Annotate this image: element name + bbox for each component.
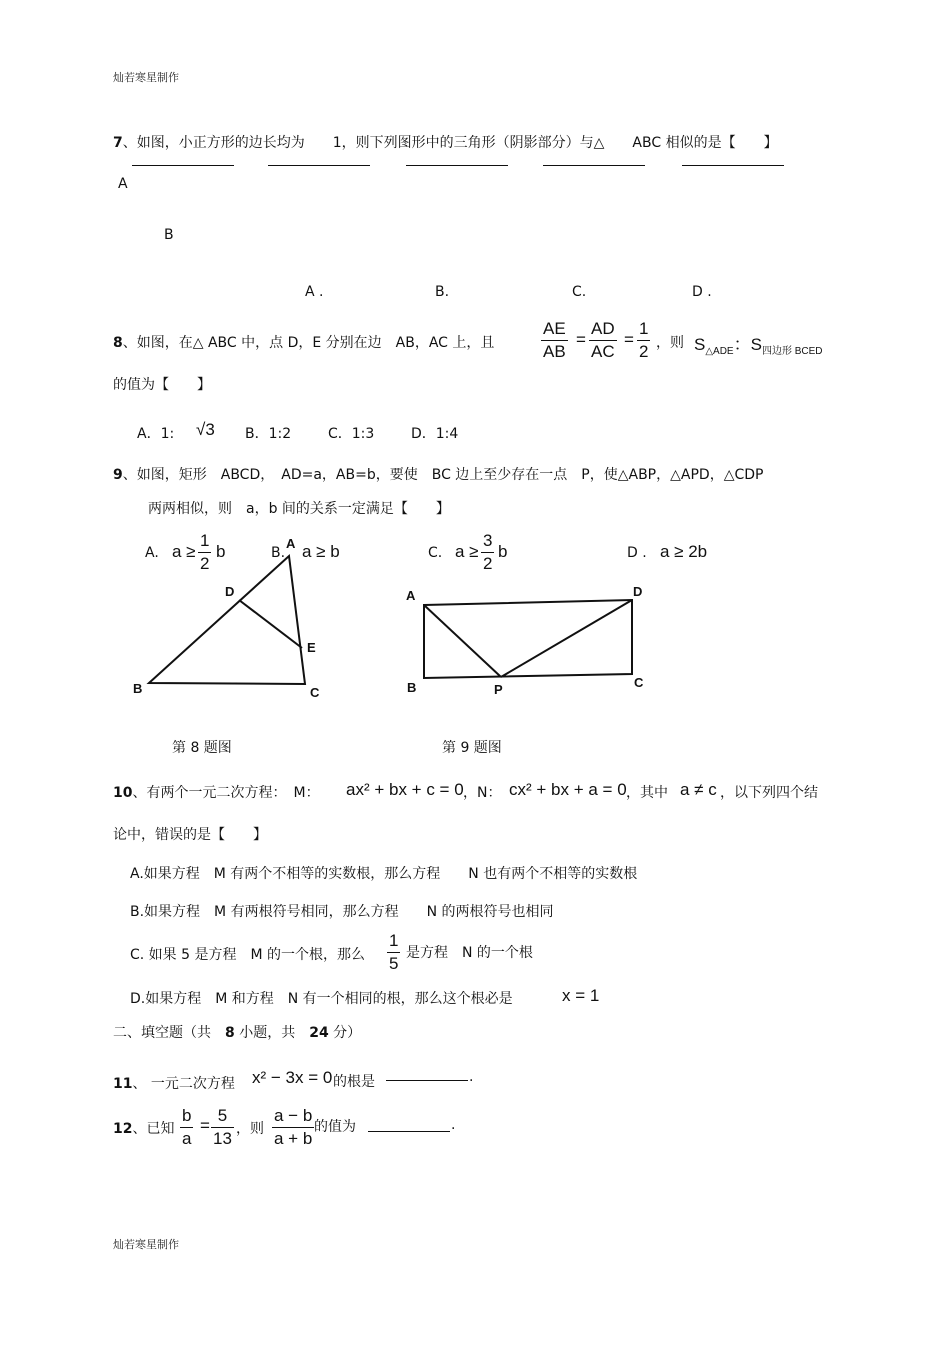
question-number: 7 — [113, 135, 123, 151]
answer-blank-3 — [406, 165, 508, 166]
page-header: 灿若寒星制作 — [113, 71, 179, 84]
option-a: A . — [305, 284, 324, 300]
answer-blank-4 — [543, 165, 645, 166]
segment-dp — [501, 600, 632, 677]
option-a-b: b — [216, 542, 226, 561]
answer-blank — [386, 1080, 468, 1081]
area-ratio: $S_{\triangle ADE}$：$S_{四边形 BCED}$ — [694, 335, 823, 357]
sqrt-three: √3 — [196, 420, 215, 439]
question-8-line-2: 的值为【 】 — [113, 377, 211, 393]
answer-blank-2 — [268, 165, 370, 166]
option-c-label: C. — [428, 545, 443, 561]
question-text: 、已知 — [132, 1121, 175, 1137]
page-footer: 灿若寒星制作 — [113, 1238, 179, 1251]
figure-label-a: A — [118, 176, 128, 192]
figure-8-caption: 第 8 题图 — [172, 740, 232, 756]
fraction-expression: $\frac{a - b}{a + b}$ — [274, 1106, 313, 1148]
question-9 — [113, 464, 763, 484]
option-c: C．1:3 — [328, 426, 375, 442]
option-d-expr: x = 1 — [562, 986, 600, 1005]
question-number: 12 — [113, 1121, 133, 1137]
question-text-where: ，其中 — [626, 785, 668, 801]
equals-sign: = — [200, 1116, 210, 1135]
question-text: 、如图，在△ ABC 中，点 D，E 分别在边 AB，AC 上，且 — [122, 335, 495, 351]
question-text: 、 一元二次方程 — [132, 1076, 235, 1092]
period: . — [451, 1117, 456, 1133]
fraction-one-half: $\frac{1}{2}$ — [639, 319, 649, 361]
question-10-line-2: 论中，错误的是【 】 — [113, 827, 267, 843]
period: . — [469, 1069, 474, 1085]
option-c-b: b — [498, 542, 508, 561]
option-d: D . — [692, 284, 712, 300]
question-number: 10 — [113, 785, 133, 801]
question-12 — [113, 1118, 174, 1138]
rectangle-abcd — [424, 600, 632, 678]
fraction-one-fifth: $\frac{1}{5}$ — [389, 931, 399, 973]
equation-n: cx² + bx + a = 0 — [509, 780, 627, 799]
option-a: A．1: — [137, 426, 175, 442]
question-number: 11 — [113, 1076, 133, 1092]
question-number: 8 — [113, 335, 123, 351]
option-b-label: B. — [271, 545, 286, 561]
triangle-abc — [149, 556, 305, 684]
option-d-expr: a ≥ 2b — [660, 542, 708, 561]
option-d: D．1:4 — [411, 426, 459, 442]
question-text-value: 的值为 — [314, 1119, 356, 1135]
answer-blank-1 — [132, 165, 234, 166]
segment-de — [239, 600, 302, 648]
fraction-b-over-a: $\frac{b}{a}$ — [182, 1106, 192, 1148]
equation-m: ax² + bx + c = 0 — [346, 780, 464, 799]
equals-sign: = — [576, 330, 586, 349]
answer-blank-5 — [682, 165, 784, 166]
question-text: 、如图，矩形 ABCD， AD=a，AB=b，要使 BC 边上至少存在一点 P，使△ABP，△APD，△CDP — [122, 467, 764, 483]
fraction-ad-ac: $\frac{AD}{AC}$ — [591, 319, 615, 361]
label-c: C — [310, 685, 320, 700]
option-b: B.如果方程 M 有两根符号相同，那么方程 N 的两根符号也相同 — [130, 904, 554, 920]
option-a-expr: a ≥ — [172, 542, 196, 561]
answer-blank — [368, 1131, 450, 1132]
fraction-5-over-13: $\frac{5}{13}$ — [213, 1106, 232, 1148]
question-7 — [113, 132, 778, 152]
option-b: B. — [435, 284, 450, 300]
question-text-then: ，则 — [236, 1121, 264, 1137]
label-e: E — [307, 640, 316, 655]
option-d-label: D . — [627, 545, 647, 561]
label-b: B — [407, 680, 417, 695]
label-d: D — [633, 584, 643, 599]
option-c: C. — [572, 284, 587, 300]
question-text-then: ，则 — [656, 335, 684, 351]
fraction-one-half: $\frac{1}{2}$ — [200, 531, 210, 573]
option-a-label: A. — [145, 545, 159, 561]
segment-ap — [424, 605, 501, 677]
triangle-abc-figure — [133, 536, 320, 700]
option-c: C. 如果 5 是方程 M 的一个根，那么 — [130, 947, 366, 963]
question-text-n: ，N： — [463, 785, 502, 801]
option-b-expr: a ≥ b — [302, 542, 340, 561]
label-p: P — [494, 682, 503, 697]
question-10 — [113, 782, 320, 802]
question-number: 9 — [113, 467, 123, 483]
label-a: A — [286, 536, 296, 551]
label-c: C — [634, 675, 644, 690]
rectangle-abcd-figure — [406, 584, 644, 697]
condition-a-not-c: a ≠ c — [680, 780, 717, 799]
section-heading: 二、填空题（共 8 小题，共 24 分） — [113, 1025, 362, 1041]
question-text: 、如图，小正方形的边长均为 1，则下列图形中的三角形（阴影部分）与△ ABC 相似的是【 】 — [122, 135, 778, 151]
label-a: A — [406, 588, 416, 603]
fraction-three-half: $\frac{3}{2}$ — [483, 531, 493, 573]
label-d: D — [225, 584, 235, 599]
question-11 — [113, 1073, 235, 1093]
equation-q11: x² − 3x = 0 — [252, 1068, 333, 1087]
label-b: B — [133, 681, 143, 696]
question-text: 、有两个一元二次方程： M： — [132, 785, 320, 801]
option-c-expr: a ≥ — [455, 542, 479, 561]
question-8 — [113, 332, 494, 352]
option-d: D.如果方程 M 和方程 N 有一个相同的根，那么这个根必是 — [130, 991, 513, 1007]
question-9-line-2: 两两相似，则 a，b 间的关系一定满足【 】 — [148, 501, 450, 517]
option-b: B．1:2 — [245, 426, 292, 442]
figure-9-caption: 第 9 题图 — [442, 740, 502, 756]
fraction-ae-ab: $\frac{AE}{AB}$ — [543, 319, 566, 361]
equals-sign: = — [624, 330, 634, 349]
figure-label-b: B — [164, 227, 174, 243]
question-text-end: ，以下列四个结 — [720, 785, 818, 801]
option-c-end: 是方程 N 的一个根 — [406, 945, 533, 961]
option-a: A.如果方程 M 有两个不相等的实数根，那么方程 N 也有两个不相等的实数根 — [130, 866, 638, 882]
question-text-root: 的根是 — [333, 1074, 375, 1090]
